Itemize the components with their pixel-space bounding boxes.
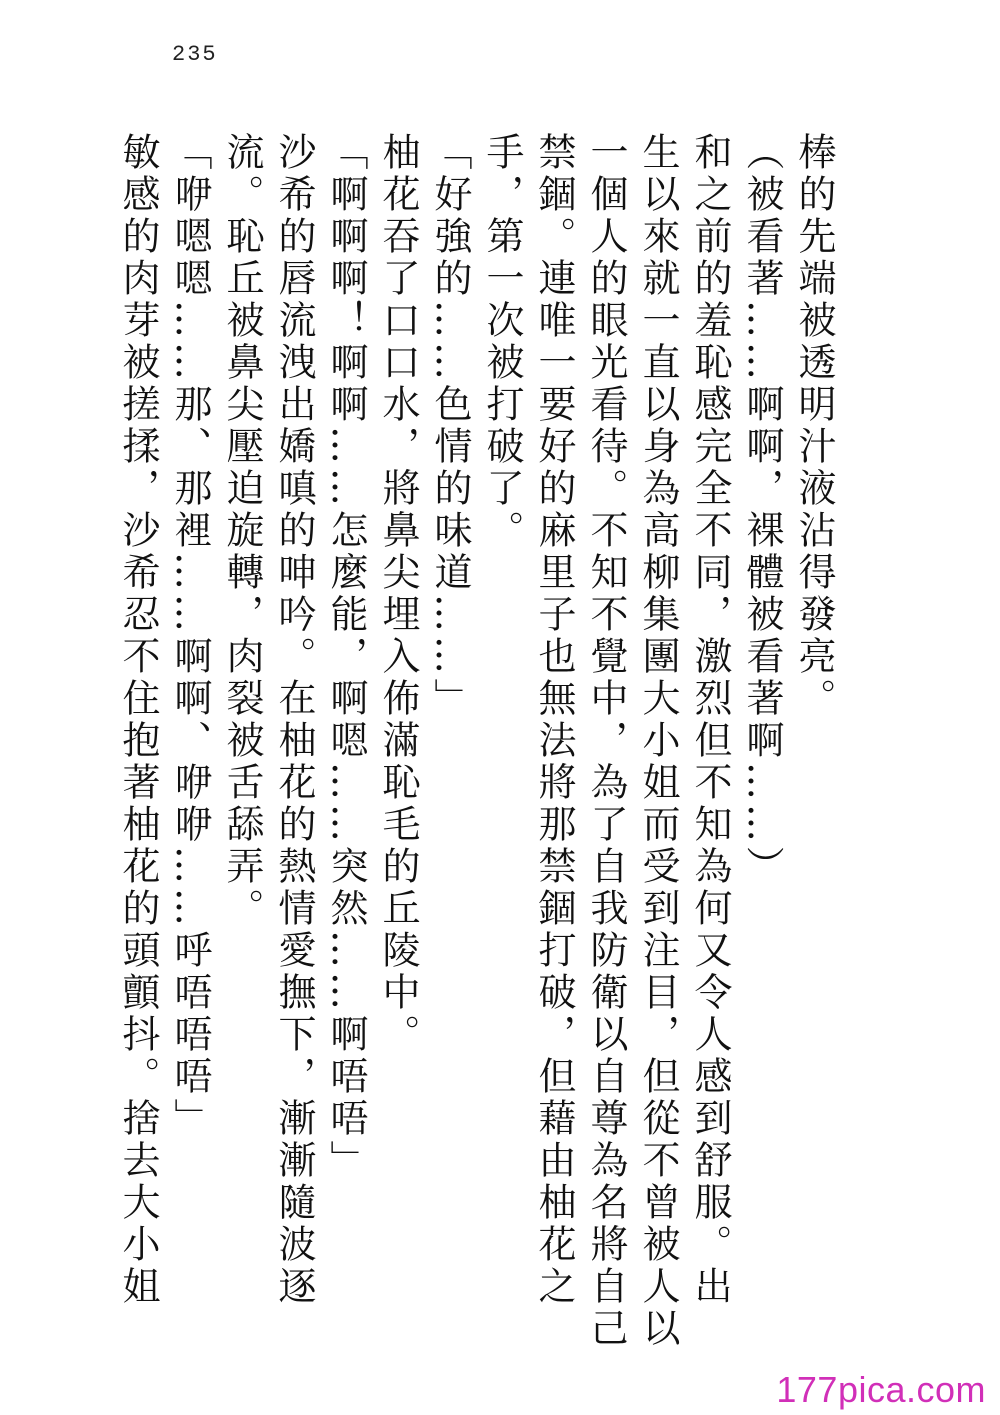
text-line-9: 柚花吞了口口水，將鼻尖埋入佈滿恥毛的丘陵中。 <box>376 132 420 1056</box>
text-line-2: （被看著……啊啊，裸體被看著啊……） <box>740 132 784 888</box>
text-line-13: 「咿嗯嗯……那、那裡……啊啊、咿咿……呼唔唔唔」 <box>168 132 212 1140</box>
text-line-14: 敏感的肉芽被搓揉，沙希忍不住抱著柚花的頭顫抖。捨去大小姐 <box>116 132 160 1308</box>
page-number: 235 <box>172 42 218 67</box>
text-line-12: 流。恥丘被鼻尖壓迫旋轉，肉裂被舌舔弄。 <box>220 132 264 930</box>
text-line-3: 和之前的羞恥感完全不同，激烈但不知為何又令人感到舒服。出 <box>688 132 732 1308</box>
text-line-4: 生以來就一直以身為高柳集團大小姐而受到注目，但從不曾被人以 <box>636 132 680 1350</box>
text-line-7: 手，第一次被打破了。 <box>480 132 524 552</box>
text-line-6: 禁錮。連唯一要好的麻里子也無法將那禁錮打破，但藉由柚花之 <box>532 132 576 1308</box>
vertical-text-body <box>116 132 840 1350</box>
text-line-5: 一個人的眼光看待。不知不覺中，為了自我防衛以自尊為名將自己 <box>584 132 628 1350</box>
watermark: 177pica.com <box>776 1369 986 1410</box>
text-line-10: 「啊啊啊！啊啊……怎麼能，啊嗯……突然……啊唔唔」 <box>324 132 368 1182</box>
text-line-1: 棒的先端被透明汁液沾得發亮。 <box>792 132 836 720</box>
text-line-8: 「好強的……色情的味道……」 <box>428 132 472 720</box>
text-line-11: 沙希的唇流洩出嬌嗔的呻吟。在柚花的熱情愛撫下，漸漸隨波逐 <box>272 132 316 1308</box>
